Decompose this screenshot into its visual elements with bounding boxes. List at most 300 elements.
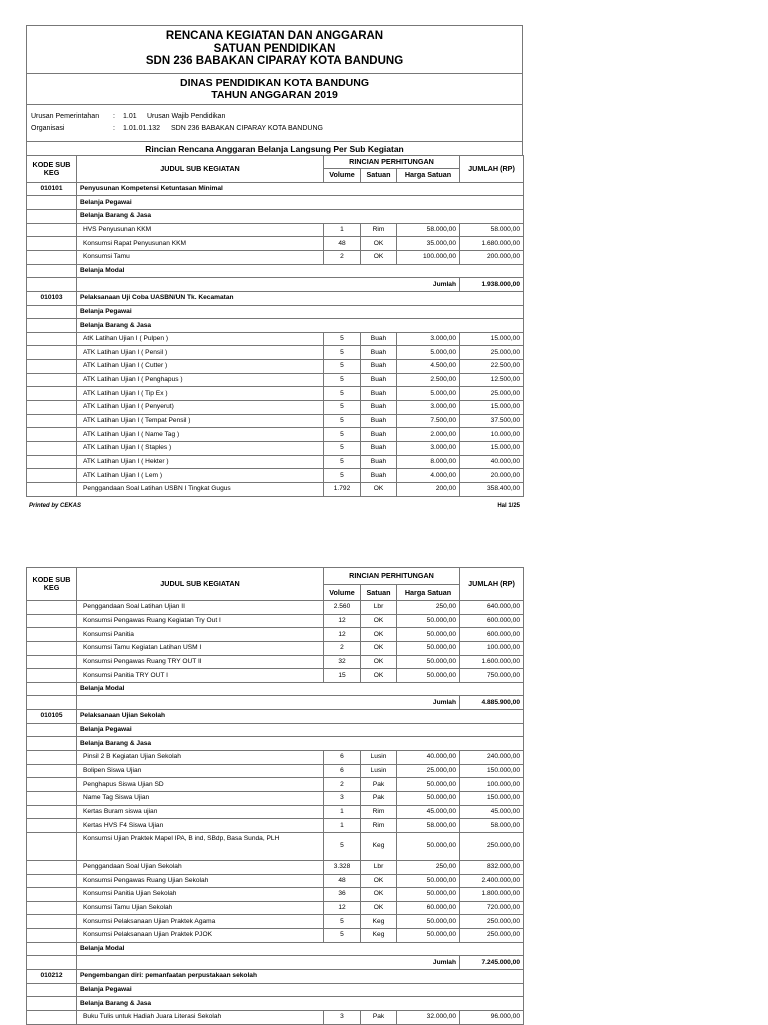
item-jumlah: 25.000,00 bbox=[460, 346, 524, 360]
table-row bbox=[27, 601, 524, 615]
item-volume: 5 bbox=[324, 832, 361, 860]
item-jumlah: 37.500,00 bbox=[460, 414, 524, 428]
empty-cell bbox=[27, 414, 77, 428]
item-volume: 5 bbox=[324, 332, 361, 346]
item-harga: 35.000,00 bbox=[397, 237, 460, 251]
empty-cell bbox=[27, 696, 77, 710]
item-volume: 48 bbox=[324, 237, 361, 251]
item-jumlah: 58.000,00 bbox=[460, 223, 524, 237]
item-name: Kertas Buram siswa ujian bbox=[77, 805, 324, 819]
item-harga: 2.500,00 bbox=[397, 373, 460, 387]
item-name: ATK Latihan Ujian I ( Staples ) bbox=[77, 441, 324, 455]
item-name: ATK Latihan Ujian I ( Pensil ) bbox=[77, 346, 324, 360]
empty-cell bbox=[27, 682, 77, 696]
printed-by: Printed by CEKAS bbox=[29, 503, 82, 509]
item-jumlah: 15.000,00 bbox=[460, 441, 524, 455]
item-harga: 250,00 bbox=[397, 860, 460, 874]
empty-cell bbox=[27, 387, 77, 401]
item-harga: 32.000,00 bbox=[397, 1010, 460, 1024]
item-volume: 5 bbox=[324, 455, 361, 469]
item-harga: 50.000,00 bbox=[397, 888, 460, 902]
empty-cell bbox=[27, 641, 77, 655]
table-body-page-1 bbox=[27, 182, 524, 496]
col-kode: KODE SUB KEG bbox=[27, 155, 77, 182]
table-row bbox=[27, 888, 524, 902]
group-row bbox=[27, 319, 524, 333]
item-name: ATK Latihan Ujian I ( Penghapus ) bbox=[77, 373, 324, 387]
empty-cell bbox=[27, 737, 77, 751]
item-jumlah: 250.000,00 bbox=[460, 832, 524, 860]
item-harga: 7.500,00 bbox=[397, 414, 460, 428]
report-meta bbox=[26, 104, 523, 141]
item-jumlah: 750.000,00 bbox=[460, 669, 524, 683]
item-jumlah: 358.400,00 bbox=[460, 482, 524, 496]
item-volume: 3 bbox=[324, 1010, 361, 1024]
kegiatan-code: 010105 bbox=[27, 710, 77, 724]
item-satuan: OK bbox=[361, 901, 397, 915]
item-harga: 100.000,00 bbox=[397, 250, 460, 264]
item-jumlah: 150.000,00 bbox=[460, 791, 524, 805]
item-jumlah: 100.000,00 bbox=[460, 641, 524, 655]
item-satuan: Pak bbox=[361, 791, 397, 805]
item-name: Konsumsi Pengawas Ruang TRY OUT II bbox=[77, 655, 324, 669]
page-footer bbox=[26, 503, 523, 509]
table-row bbox=[27, 778, 524, 792]
empty-cell bbox=[27, 223, 77, 237]
org-sep: : bbox=[113, 124, 115, 132]
col-satuan: Satuan bbox=[361, 169, 397, 183]
table-row bbox=[27, 401, 524, 415]
item-satuan: Buah bbox=[361, 332, 397, 346]
item-jumlah: 12.500,00 bbox=[460, 373, 524, 387]
item-satuan: Buah bbox=[361, 360, 397, 374]
group-title: Belanja Pegawai bbox=[77, 723, 524, 737]
item-jumlah: 240.000,00 bbox=[460, 751, 524, 765]
item-harga: 25.000,00 bbox=[397, 764, 460, 778]
table-row bbox=[27, 441, 524, 455]
col-judul: JUDUL SUB KEGIATAN bbox=[77, 568, 324, 601]
empty-cell bbox=[27, 237, 77, 251]
item-volume: 36 bbox=[324, 888, 361, 902]
item-jumlah: 10.000,00 bbox=[460, 428, 524, 442]
item-volume: 1 bbox=[324, 819, 361, 833]
item-harga: 3.000,00 bbox=[397, 332, 460, 346]
table-row bbox=[27, 360, 524, 374]
table-row bbox=[27, 915, 524, 929]
item-harga: 50.000,00 bbox=[397, 832, 460, 860]
empty-cell bbox=[27, 210, 77, 224]
header-line-4: DINAS PENDIDIKAN KOTA BANDUNG bbox=[180, 76, 369, 89]
group-row bbox=[27, 723, 524, 737]
table-row bbox=[27, 764, 524, 778]
total-label: Jumlah bbox=[77, 956, 460, 970]
item-name: Penggandaan Soal Latihan USBN I Tingkat Gugus bbox=[77, 482, 324, 496]
item-name: HVS Penyusunan KKM bbox=[77, 223, 324, 237]
group-title: Belanja Modal bbox=[77, 264, 524, 278]
table-row bbox=[27, 628, 524, 642]
item-volume: 5 bbox=[324, 387, 361, 401]
item-satuan: Keg bbox=[361, 915, 397, 929]
item-jumlah: 832.000,00 bbox=[460, 860, 524, 874]
item-jumlah: 1.680.000,00 bbox=[460, 237, 524, 251]
table-row bbox=[27, 819, 524, 833]
item-name: Konsumsi Panitia TRY OUT I bbox=[77, 669, 324, 683]
item-satuan: OK bbox=[361, 628, 397, 642]
empty-cell bbox=[27, 983, 77, 997]
item-volume: 1.792 bbox=[324, 482, 361, 496]
table-row bbox=[27, 655, 524, 669]
table-row bbox=[27, 332, 524, 346]
item-satuan: OK bbox=[361, 888, 397, 902]
empty-cell bbox=[27, 764, 77, 778]
item-name: Konsumsi Pengawas Ruang Kegiatan Try Out I bbox=[77, 614, 324, 628]
page-2 bbox=[26, 567, 523, 1025]
item-satuan: Buah bbox=[361, 373, 397, 387]
group-title: Belanja Pegawai bbox=[77, 305, 524, 319]
table-body-page-2 bbox=[27, 601, 524, 1025]
kegiatan-code: 010212 bbox=[27, 970, 77, 984]
table-row bbox=[27, 237, 524, 251]
group-row bbox=[27, 305, 524, 319]
item-name: Konsumsi Pelaksanaan Ujian Praktek PJOK bbox=[77, 929, 324, 943]
item-jumlah: 96.000,00 bbox=[460, 1010, 524, 1024]
item-jumlah: 20.000,00 bbox=[460, 469, 524, 483]
item-satuan: Pak bbox=[361, 1010, 397, 1024]
empty-cell bbox=[27, 819, 77, 833]
group-row bbox=[27, 682, 524, 696]
item-satuan: Pak bbox=[361, 778, 397, 792]
item-jumlah: 1.600.000,00 bbox=[460, 655, 524, 669]
item-volume: 3.328 bbox=[324, 860, 361, 874]
item-harga: 50.000,00 bbox=[397, 655, 460, 669]
kegiatan-row bbox=[27, 291, 524, 305]
table-row bbox=[27, 482, 524, 496]
item-harga: 3.000,00 bbox=[397, 441, 460, 455]
item-satuan: Buah bbox=[361, 346, 397, 360]
col-judul: JUDUL SUB KEGIATAN bbox=[77, 155, 324, 182]
item-harga: 8.000,00 bbox=[397, 455, 460, 469]
item-satuan: Lusin bbox=[361, 751, 397, 765]
empty-cell bbox=[27, 832, 77, 860]
col-harga: Harga Satuan bbox=[397, 585, 460, 601]
item-name: Buku Tulis untuk Hadiah Juara Literasi Sekolah bbox=[77, 1010, 324, 1024]
item-harga: 4.000,00 bbox=[397, 469, 460, 483]
item-harga: 50.000,00 bbox=[397, 874, 460, 888]
item-name: ATK Latihan Ujian I ( Tip Ex ) bbox=[77, 387, 324, 401]
table-row bbox=[27, 860, 524, 874]
col-volume: Volume bbox=[324, 169, 361, 183]
item-volume: 5 bbox=[324, 915, 361, 929]
total-amount: 1.938.000,00 bbox=[460, 278, 524, 292]
item-volume: 5 bbox=[324, 414, 361, 428]
table-row bbox=[27, 387, 524, 401]
item-harga: 45.000,00 bbox=[397, 805, 460, 819]
empty-cell bbox=[27, 319, 77, 333]
group-title: Belanja Pegawai bbox=[77, 983, 524, 997]
item-harga: 4.500,00 bbox=[397, 360, 460, 374]
item-satuan: OK bbox=[361, 655, 397, 669]
item-volume: 1 bbox=[324, 805, 361, 819]
total-row bbox=[27, 956, 524, 970]
item-satuan: Lusin bbox=[361, 764, 397, 778]
item-volume: 6 bbox=[324, 764, 361, 778]
item-name: ATK Latihan Ujian I ( Cutter ) bbox=[77, 360, 324, 374]
item-harga: 250,00 bbox=[397, 601, 460, 615]
item-volume: 5 bbox=[324, 469, 361, 483]
empty-cell bbox=[27, 669, 77, 683]
kegiatan-title: Pelaksanaan Uji Coba UASBN/UN Tk. Kecamatan bbox=[77, 291, 524, 305]
item-satuan: OK bbox=[361, 250, 397, 264]
header-line-2: SATUAN PENDIDIKAN bbox=[213, 42, 336, 55]
item-jumlah: 40.000,00 bbox=[460, 455, 524, 469]
group-title: Belanja Barang & Jasa bbox=[77, 737, 524, 751]
empty-cell bbox=[27, 929, 77, 943]
item-satuan: OK bbox=[361, 482, 397, 496]
item-volume: 12 bbox=[324, 628, 361, 642]
budget-table-page-1 bbox=[26, 155, 524, 497]
empty-cell bbox=[27, 441, 77, 455]
group-row bbox=[27, 983, 524, 997]
table-row bbox=[27, 1010, 524, 1024]
empty-cell bbox=[27, 428, 77, 442]
item-harga: 58.000,00 bbox=[397, 223, 460, 237]
empty-cell bbox=[27, 874, 77, 888]
col-rincian: RINCIAN PERHITUNGAN bbox=[324, 568, 460, 585]
urusan-label: Urusan Pemerintahan bbox=[31, 112, 100, 120]
item-jumlah: 22.500,00 bbox=[460, 360, 524, 374]
item-name: Konsumsi Tamu Kegiatan Latihan USM I bbox=[77, 641, 324, 655]
report-header bbox=[26, 25, 523, 104]
item-name: AtK Latihan Ujian I ( Pulpen ) bbox=[77, 332, 324, 346]
item-volume: 12 bbox=[324, 901, 361, 915]
org-code: 1.01.01.132 bbox=[123, 124, 160, 132]
item-volume: 5 bbox=[324, 346, 361, 360]
group-row bbox=[27, 997, 524, 1011]
empty-cell bbox=[27, 942, 77, 956]
group-row bbox=[27, 210, 524, 224]
urusan-code: 1.01 bbox=[123, 112, 137, 120]
budget-table-page-2 bbox=[26, 567, 524, 1025]
item-harga: 50.000,00 bbox=[397, 641, 460, 655]
col-volume: Volume bbox=[324, 585, 361, 601]
item-volume: 2 bbox=[324, 778, 361, 792]
empty-cell bbox=[27, 628, 77, 642]
item-harga: 50.000,00 bbox=[397, 929, 460, 943]
total-amount: 7.245.000,00 bbox=[460, 956, 524, 970]
org-label: Organisasi bbox=[31, 124, 65, 132]
empty-cell bbox=[27, 469, 77, 483]
item-jumlah: 640.000,00 bbox=[460, 601, 524, 615]
table-row bbox=[27, 641, 524, 655]
item-satuan: Buah bbox=[361, 387, 397, 401]
urusan-sep: : bbox=[113, 112, 115, 120]
item-name: Konsumsi Rapat Penyusunan KKM bbox=[77, 237, 324, 251]
item-jumlah: 200.000,00 bbox=[460, 250, 524, 264]
kegiatan-row bbox=[27, 970, 524, 984]
item-harga: 50.000,00 bbox=[397, 791, 460, 805]
table-row bbox=[27, 250, 524, 264]
group-title: Belanja Barang & Jasa bbox=[77, 210, 524, 224]
item-volume: 5 bbox=[324, 360, 361, 374]
group-title: Belanja Pegawai bbox=[77, 196, 524, 210]
item-name: ATK Latihan Ujian I ( Tempat Pensil ) bbox=[77, 414, 324, 428]
item-satuan: OK bbox=[361, 614, 397, 628]
table-row bbox=[27, 901, 524, 915]
table-row bbox=[27, 455, 524, 469]
item-volume: 5 bbox=[324, 373, 361, 387]
item-volume: 6 bbox=[324, 751, 361, 765]
empty-cell bbox=[27, 805, 77, 819]
item-satuan: Buah bbox=[361, 414, 397, 428]
kegiatan-code: 010101 bbox=[27, 182, 77, 196]
kegiatan-title: Penyusunan Kompetensi Ketuntasan Minimal bbox=[77, 182, 524, 196]
item-jumlah: 1.800.000,00 bbox=[460, 888, 524, 902]
page-number: Hal 1/25 bbox=[497, 503, 520, 509]
group-title: Belanja Modal bbox=[77, 682, 524, 696]
item-jumlah: 100.000,00 bbox=[460, 778, 524, 792]
item-jumlah: 250.000,00 bbox=[460, 915, 524, 929]
table-row bbox=[27, 373, 524, 387]
rincian-title: Rincian Rencana Anggaran Belanja Langsung Per Sub Kegiatan bbox=[26, 141, 523, 155]
item-harga: 60.000,00 bbox=[397, 901, 460, 915]
empty-cell bbox=[27, 956, 77, 970]
item-volume: 5 bbox=[324, 428, 361, 442]
item-jumlah: 45.000,00 bbox=[460, 805, 524, 819]
item-harga: 50.000,00 bbox=[397, 778, 460, 792]
empty-cell bbox=[27, 360, 77, 374]
urusan-value: Urusan Wajib Pendidikan bbox=[147, 112, 226, 120]
item-satuan: OK bbox=[361, 237, 397, 251]
table-row bbox=[27, 223, 524, 237]
col-kode: KODE SUB KEG bbox=[27, 568, 77, 601]
item-harga: 50.000,00 bbox=[397, 915, 460, 929]
empty-cell bbox=[27, 614, 77, 628]
item-name: Penggandaan Soal Ujian Sekolah bbox=[77, 860, 324, 874]
col-harga: Harga Satuan bbox=[397, 169, 460, 183]
col-rincian: RINCIAN PERHITUNGAN bbox=[324, 155, 460, 169]
kegiatan-row bbox=[27, 710, 524, 724]
table-row bbox=[27, 874, 524, 888]
group-title: Belanja Barang & Jasa bbox=[77, 319, 524, 333]
item-volume: 32 bbox=[324, 655, 361, 669]
total-row bbox=[27, 278, 524, 292]
group-title: Belanja Barang & Jasa bbox=[77, 997, 524, 1011]
item-volume: 15 bbox=[324, 669, 361, 683]
item-name: Bolipen Siswa Ujian bbox=[77, 764, 324, 778]
item-name: Konsumsi Ujian Praktek Mapel IPA, B ind, SBdp, Basa Sunda, PLH bbox=[77, 832, 324, 860]
col-satuan: Satuan bbox=[361, 585, 397, 601]
item-satuan: Rim bbox=[361, 223, 397, 237]
total-label: Jumlah bbox=[77, 696, 460, 710]
empty-cell bbox=[27, 373, 77, 387]
page-1 bbox=[26, 25, 523, 497]
kegiatan-title: Pelaksanaan Ujian Sekolah bbox=[77, 710, 524, 724]
item-volume: 2.560 bbox=[324, 601, 361, 615]
empty-cell bbox=[27, 655, 77, 669]
item-jumlah: 2.400.000,00 bbox=[460, 874, 524, 888]
item-name: Konsumsi Panitia bbox=[77, 628, 324, 642]
item-satuan: Keg bbox=[361, 929, 397, 943]
empty-cell bbox=[27, 791, 77, 805]
item-harga: 50.000,00 bbox=[397, 669, 460, 683]
table-row bbox=[27, 805, 524, 819]
kegiatan-row bbox=[27, 182, 524, 196]
table-row bbox=[27, 469, 524, 483]
item-satuan: Lbr bbox=[361, 601, 397, 615]
empty-cell bbox=[27, 888, 77, 902]
empty-cell bbox=[27, 778, 77, 792]
item-satuan: Buah bbox=[361, 441, 397, 455]
table-row bbox=[27, 832, 524, 860]
item-harga: 200,00 bbox=[397, 482, 460, 496]
item-name: Kertas HVS F4 Siswa Ujian bbox=[77, 819, 324, 833]
item-name: ATK Latihan Ujian I ( Penyerut) bbox=[77, 401, 324, 415]
empty-cell bbox=[27, 455, 77, 469]
item-name: Pinsil 2 B Kegiatan Ujian Sekolah bbox=[77, 751, 324, 765]
item-harga: 2.000,00 bbox=[397, 428, 460, 442]
empty-cell bbox=[27, 401, 77, 415]
item-jumlah: 600.000,00 bbox=[460, 614, 524, 628]
empty-cell bbox=[27, 997, 77, 1011]
item-name: ATK Latihan Ujian I ( Lem ) bbox=[77, 469, 324, 483]
item-name: Konsumsi Pengawas Ruang Ujian Sekolah bbox=[77, 874, 324, 888]
item-name: ATK Latihan Ujian I ( Hekter ) bbox=[77, 455, 324, 469]
col-jumlah: JUMLAH (RP) bbox=[460, 155, 524, 182]
item-volume: 2 bbox=[324, 641, 361, 655]
table-row bbox=[27, 414, 524, 428]
item-harga: 40.000,00 bbox=[397, 751, 460, 765]
item-name: Name Tag Siswa Ujian bbox=[77, 791, 324, 805]
empty-cell bbox=[27, 278, 77, 292]
total-amount: 4.885.900,00 bbox=[460, 696, 524, 710]
item-name: Penghapus Siswa Ujian SD bbox=[77, 778, 324, 792]
empty-cell bbox=[27, 860, 77, 874]
item-harga: 5.000,00 bbox=[397, 387, 460, 401]
table-row bbox=[27, 791, 524, 805]
item-jumlah: 250.000,00 bbox=[460, 929, 524, 943]
table-row bbox=[27, 428, 524, 442]
col-jumlah: JUMLAH (RP) bbox=[460, 568, 524, 601]
header-line-3: SDN 236 BABAKAN CIPARAY KOTA BANDUNG bbox=[145, 55, 404, 67]
item-volume: 3 bbox=[324, 791, 361, 805]
item-jumlah: 58.000,00 bbox=[460, 819, 524, 833]
item-volume: 2 bbox=[324, 250, 361, 264]
total-row bbox=[27, 696, 524, 710]
empty-cell bbox=[27, 915, 77, 929]
item-jumlah: 25.000,00 bbox=[460, 387, 524, 401]
header-line-1: RENCANA KEGIATAN DAN ANGGARAN bbox=[165, 30, 384, 42]
item-name: Konsumsi Panitia Ujian Sekolah bbox=[77, 888, 324, 902]
item-satuan: Lbr bbox=[361, 860, 397, 874]
kegiatan-title: Pengembangan diri: pemanfaatan perpustakaan sekolah bbox=[77, 970, 524, 984]
item-volume: 5 bbox=[324, 401, 361, 415]
group-row bbox=[27, 942, 524, 956]
item-volume: 48 bbox=[324, 874, 361, 888]
group-row bbox=[27, 196, 524, 210]
item-name: Konsumsi Pelaksanaan Ujian Praktek Agama bbox=[77, 915, 324, 929]
item-satuan: Buah bbox=[361, 428, 397, 442]
empty-cell bbox=[27, 1010, 77, 1024]
table-row bbox=[27, 751, 524, 765]
item-satuan: Rim bbox=[361, 805, 397, 819]
item-volume: 12 bbox=[324, 614, 361, 628]
item-name: Konsumsi Tamu bbox=[77, 250, 324, 264]
item-satuan: OK bbox=[361, 669, 397, 683]
header-line-5: TAHUN ANGGARAN 2019 bbox=[211, 88, 338, 101]
item-volume: 5 bbox=[324, 441, 361, 455]
empty-cell bbox=[27, 601, 77, 615]
item-satuan: Buah bbox=[361, 401, 397, 415]
